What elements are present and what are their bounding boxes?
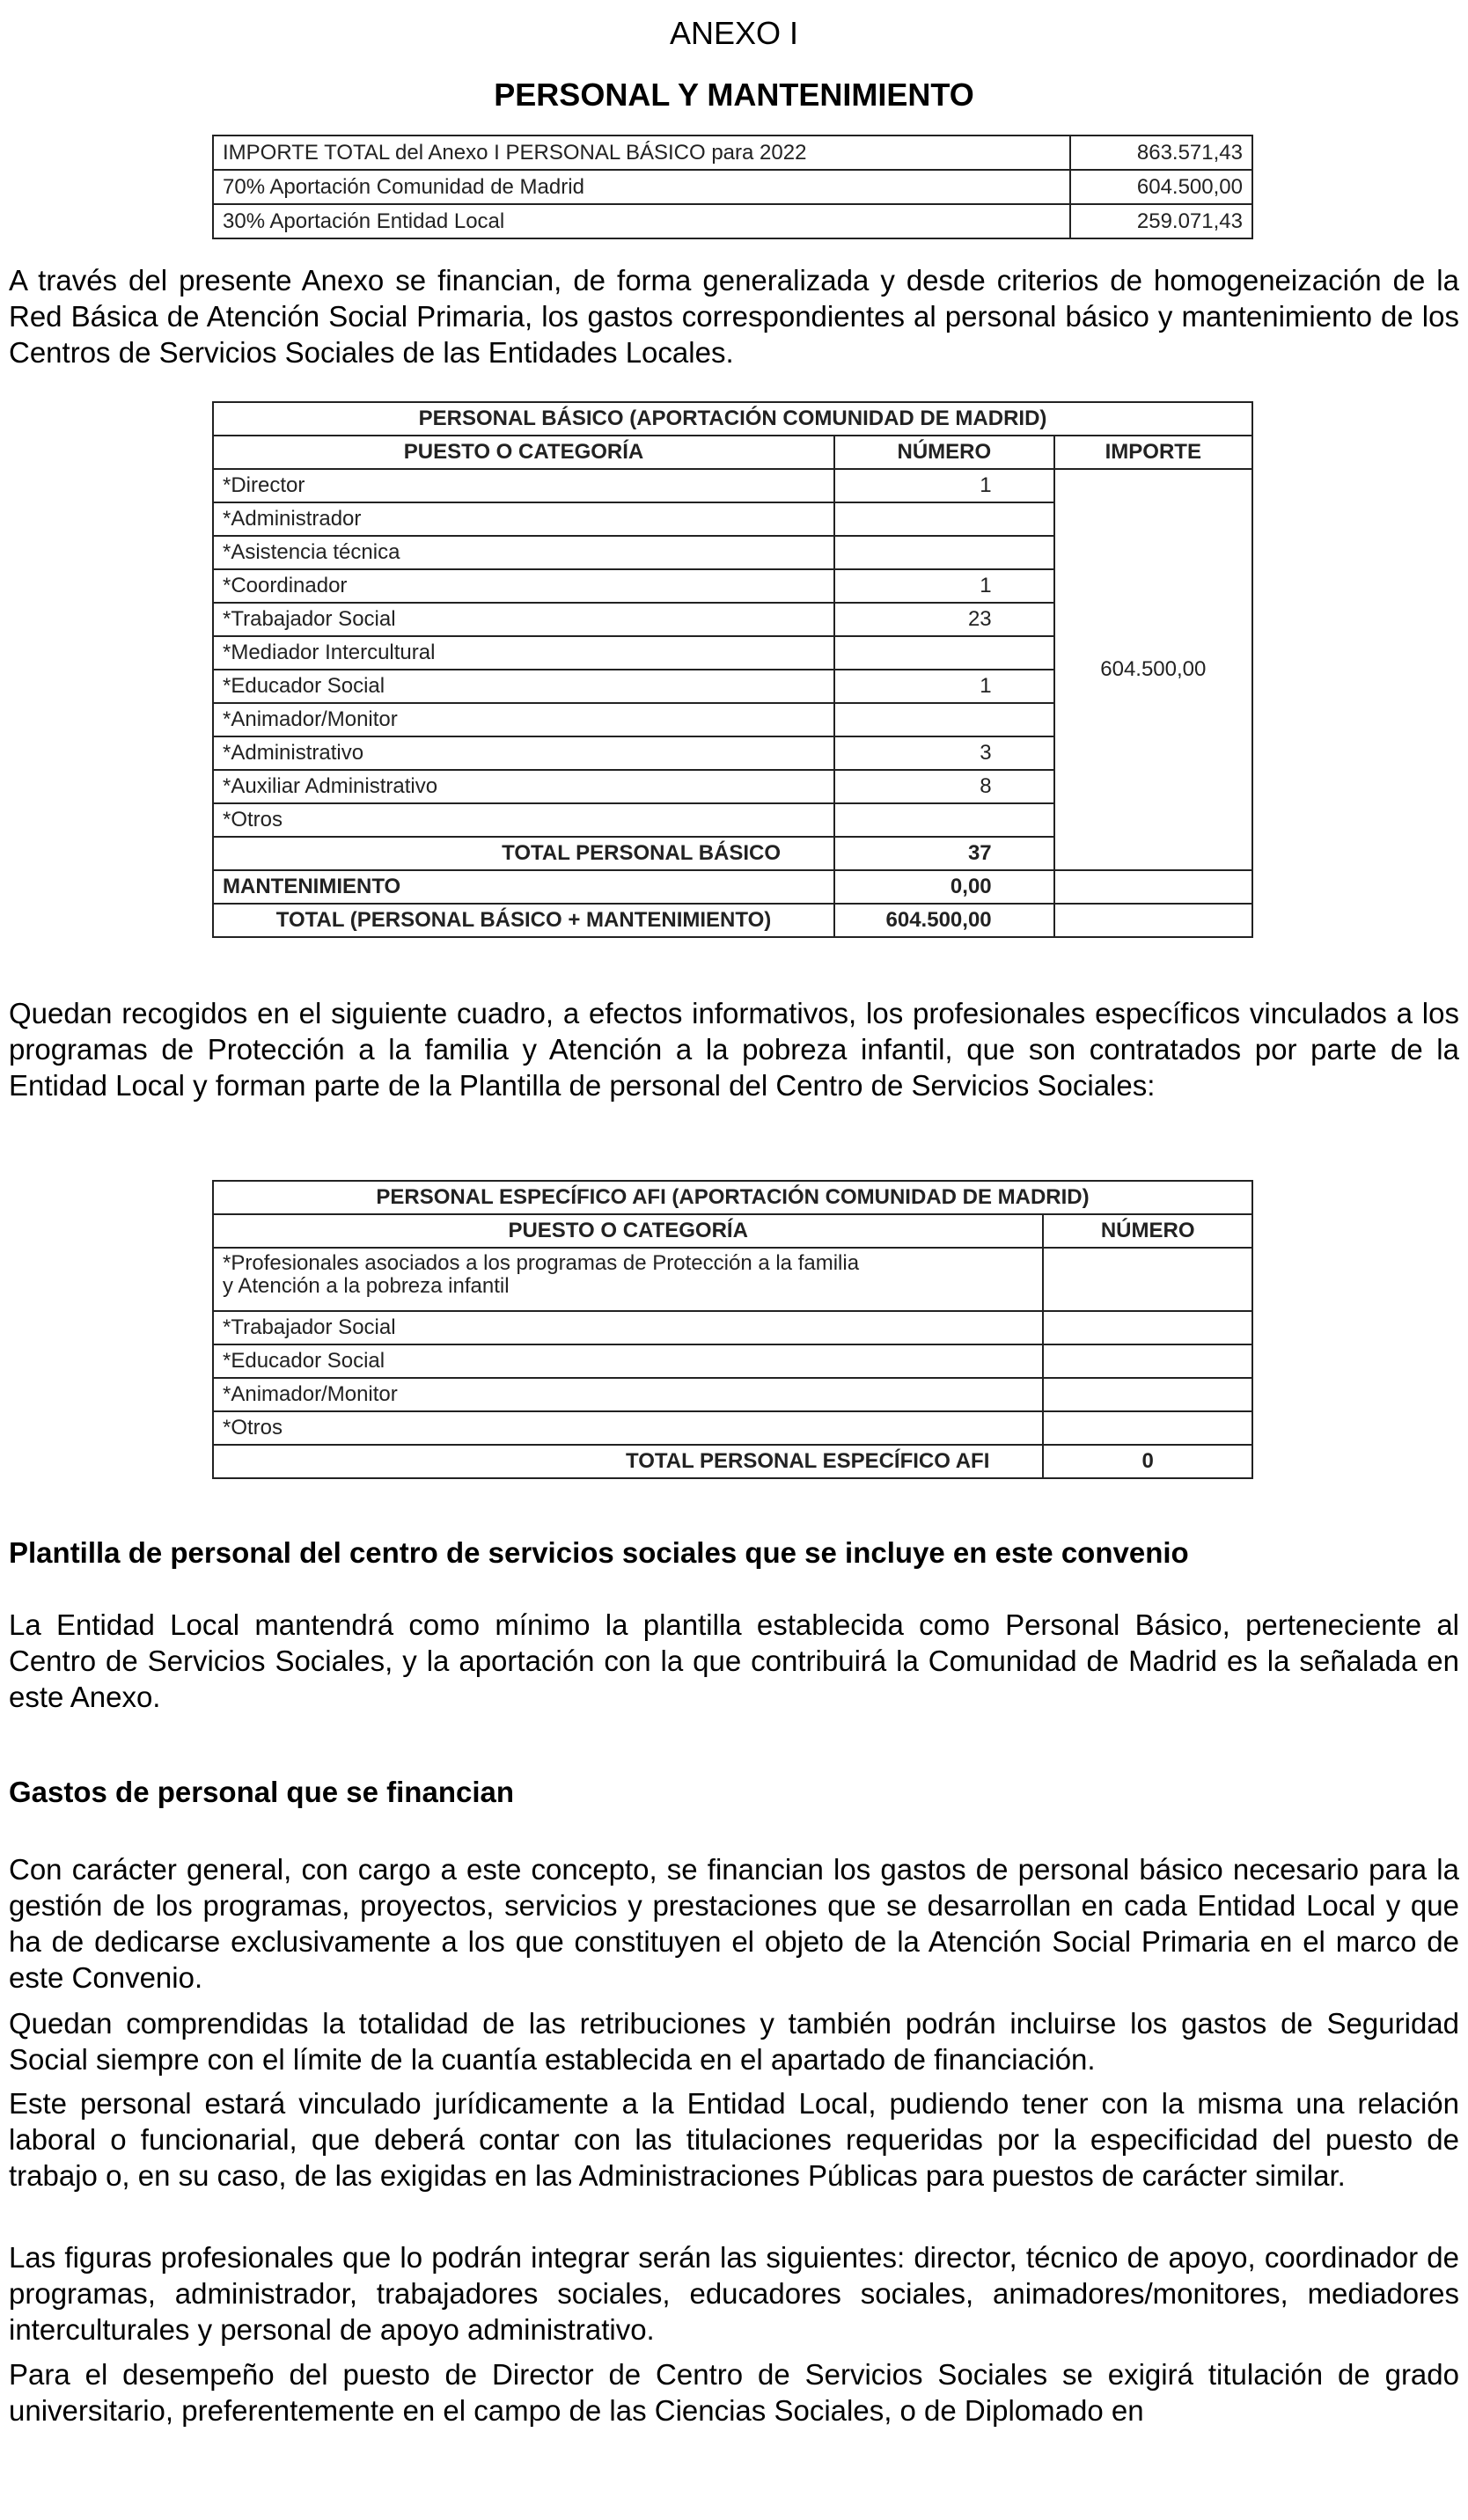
summary-label: IMPORTE TOTAL del Anexo I PERSONAL BÁSICO para 2022 [213,136,1070,170]
body-paragraph: Este personal estará vinculado jurídicamente a la Entidad Local, pudiendo tener con la misma una relación laboral o funcionarial, que deberá contar con las titulaciones requeridas por la especificidad del puesto de trabajo o, en su caso, de las exigidas en las Administraciones Públicas para puestos de carácter similar. [9,2087,1459,2192]
column-header: NÚMERO [834,436,1054,469]
table-title: PERSONAL BÁSICO (APORTACIÓN COMUNIDAD DE MADRID) [213,402,1252,436]
section-heading: Plantilla de personal del centro de servicios sociales que se incluye en este convenio [9,1536,1189,1569]
number-cell: 1 [834,670,1054,703]
number-cell: 1 [834,569,1054,603]
table-row [213,1181,1252,1214]
empty-cell [1054,904,1252,937]
number-cell: 3 [834,736,1054,770]
basic-personnel-table [212,401,1253,938]
table-header-row [213,436,1252,469]
number-cell [834,536,1054,569]
table-row [213,170,1252,204]
total-label: TOTAL PERSONAL ESPECÍFICO AFI [213,1445,1043,1478]
number-cell: 23 [834,603,1054,636]
total-label: TOTAL PERSONAL BÁSICO [213,837,834,870]
body-paragraph: Las figuras profesionales que lo podrán integrar serán las siguientes: director, técnico de apoyo, coordinador de programas, administrador, trabajadores sociales, educadores sociales, animadores/monitores, mediadores interculturales y personal de apoyo administrativo. [9,2241,1459,2346]
table-row [213,136,1252,170]
section-heading: Gastos de personal que se financian [9,1776,515,1808]
table-row [213,1248,1252,1311]
amount-cell: 604.500,00 [1054,469,1252,870]
position-cell: *Administrativo [213,736,834,770]
summary-value: 863.571,43 [1070,136,1252,170]
grand-total-row [213,904,1252,937]
position-cell: *Animador/Monitor [213,703,834,736]
body-paragraph: La Entidad Local mantendrá como mínimo la plantilla establecida como Personal Básico, perteneciente al Centro de Servicios Sociales, y la aportación con la que contribuirá la Comunidad de Madrid es la señalada en este Anexo. [9,1608,1459,1713]
table-row [213,1411,1252,1445]
number-cell: 1 [834,469,1054,502]
position-cell: *Coordinador [213,569,834,603]
total-value: 37 [834,837,1054,870]
afi-personnel-table [212,1180,1253,1479]
annex-label: ANEXO I [669,15,799,51]
position-cell: *Trabajador Social [213,603,834,636]
summary-value: 259.071,43 [1070,204,1252,238]
position-cell: *Director [213,469,834,502]
number-cell [834,803,1054,837]
empty-cell [1054,870,1252,904]
page-title: PERSONAL Y MANTENIMIENTO [494,77,974,113]
intro-paragraph: A través del presente Anexo se financian, de forma generalizada y desde criterios de homogeneización de la Red Básica de Atención Social Primaria, los gastos correspondientes al personal básico y mantenimiento de los Centros de Servicios Sociales de las Entidades Locales. [9,264,1459,369]
number-cell [834,502,1054,536]
position-cell: *Auxiliar Administrativo [213,770,834,803]
maintenance-label: MANTENIMIENTO [213,870,834,904]
position-cell: *Educador Social [213,670,834,703]
summary-table [212,135,1253,239]
table-row [213,204,1252,238]
position-cell: *Trabajador Social [213,1311,1043,1344]
maintenance-row [213,870,1252,904]
position-cell: *Administrador [213,502,834,536]
table-row [213,402,1252,436]
position-cell: *Asistencia técnica [213,536,834,569]
column-header: IMPORTE [1054,436,1252,469]
position-line: *Profesionales asociados a los programas de Protección a la familia [223,1251,860,1275]
number-cell [1043,1311,1252,1344]
table-row [213,1378,1252,1411]
summary-label: 30% Aportación Entidad Local [213,204,1070,238]
table-row [213,1344,1252,1378]
total-value: 0 [1043,1445,1252,1478]
position-cell: *Educador Social [213,1344,1043,1378]
position-cell [213,1248,1043,1311]
position-cell: *Otros [213,1411,1043,1445]
number-cell [834,703,1054,736]
number-cell [1043,1344,1252,1378]
position-cell: *Otros [213,803,834,837]
column-header: PUESTO O CATEGORÍA [213,436,834,469]
table-title: PERSONAL ESPECÍFICO AFI (APORTACIÓN COMUNIDAD DE MADRID) [213,1181,1252,1214]
number-cell [1043,1411,1252,1445]
number-cell: 8 [834,770,1054,803]
number-cell [834,636,1054,670]
position-cell: *Mediador Intercultural [213,636,834,670]
table-row [213,1311,1252,1344]
body-paragraph: Para el desempeño del puesto de Director de Centro de Servicios Sociales se exigirá titulación de grado universitario, preferentemente en el campo de las Ciencias Sociales, o de Diplomado en [9,2358,1459,2427]
grand-total-label: TOTAL (PERSONAL BÁSICO + MANTENIMIENTO) [213,904,834,937]
table-header-row [213,1214,1252,1248]
summary-label: 70% Aportación Comunidad de Madrid [213,170,1070,204]
position-cell: *Animador/Monitor [213,1378,1043,1411]
grand-total-value: 604.500,00 [834,904,1054,937]
position-line: y Atención a la pobreza infantil [223,1274,510,1298]
maintenance-value: 0,00 [834,870,1054,904]
table-row [213,469,1252,502]
afi-intro-paragraph: Quedan recogidos en el siguiente cuadro, a efectos informativos, los profesionales específicos vinculados a los programas de Protección a la familia y Atención a la pobreza infantil, que son contratados por parte de la Entidad Local y forman parte de la Plantilla de personal del Centro de Servicios Sociales: [9,997,1459,1102]
number-cell [1043,1378,1252,1411]
body-paragraph: Con carácter general, con cargo a este concepto, se financian los gastos de personal básico necesario para la gestión de los programas, proyectos, servicios y prestaciones que se desarrollan en cada Entidad Local y que ha de dedicarse exclusivamente a los que constituyen el objeto de la Atención Social Primaria en el marco de este Convenio. [9,1853,1459,1994]
column-header: NÚMERO [1043,1214,1252,1248]
column-header: PUESTO O CATEGORÍA [213,1214,1043,1248]
summary-value: 604.500,00 [1070,170,1252,204]
total-row [213,1445,1252,1478]
number-cell [1043,1248,1252,1311]
body-paragraph: Quedan comprendidas la totalidad de las retribuciones y también podrán incluirse los gastos de Seguridad Social siempre con el límite de la cuantía establecida en el apartado de financiación. [9,2007,1459,2076]
